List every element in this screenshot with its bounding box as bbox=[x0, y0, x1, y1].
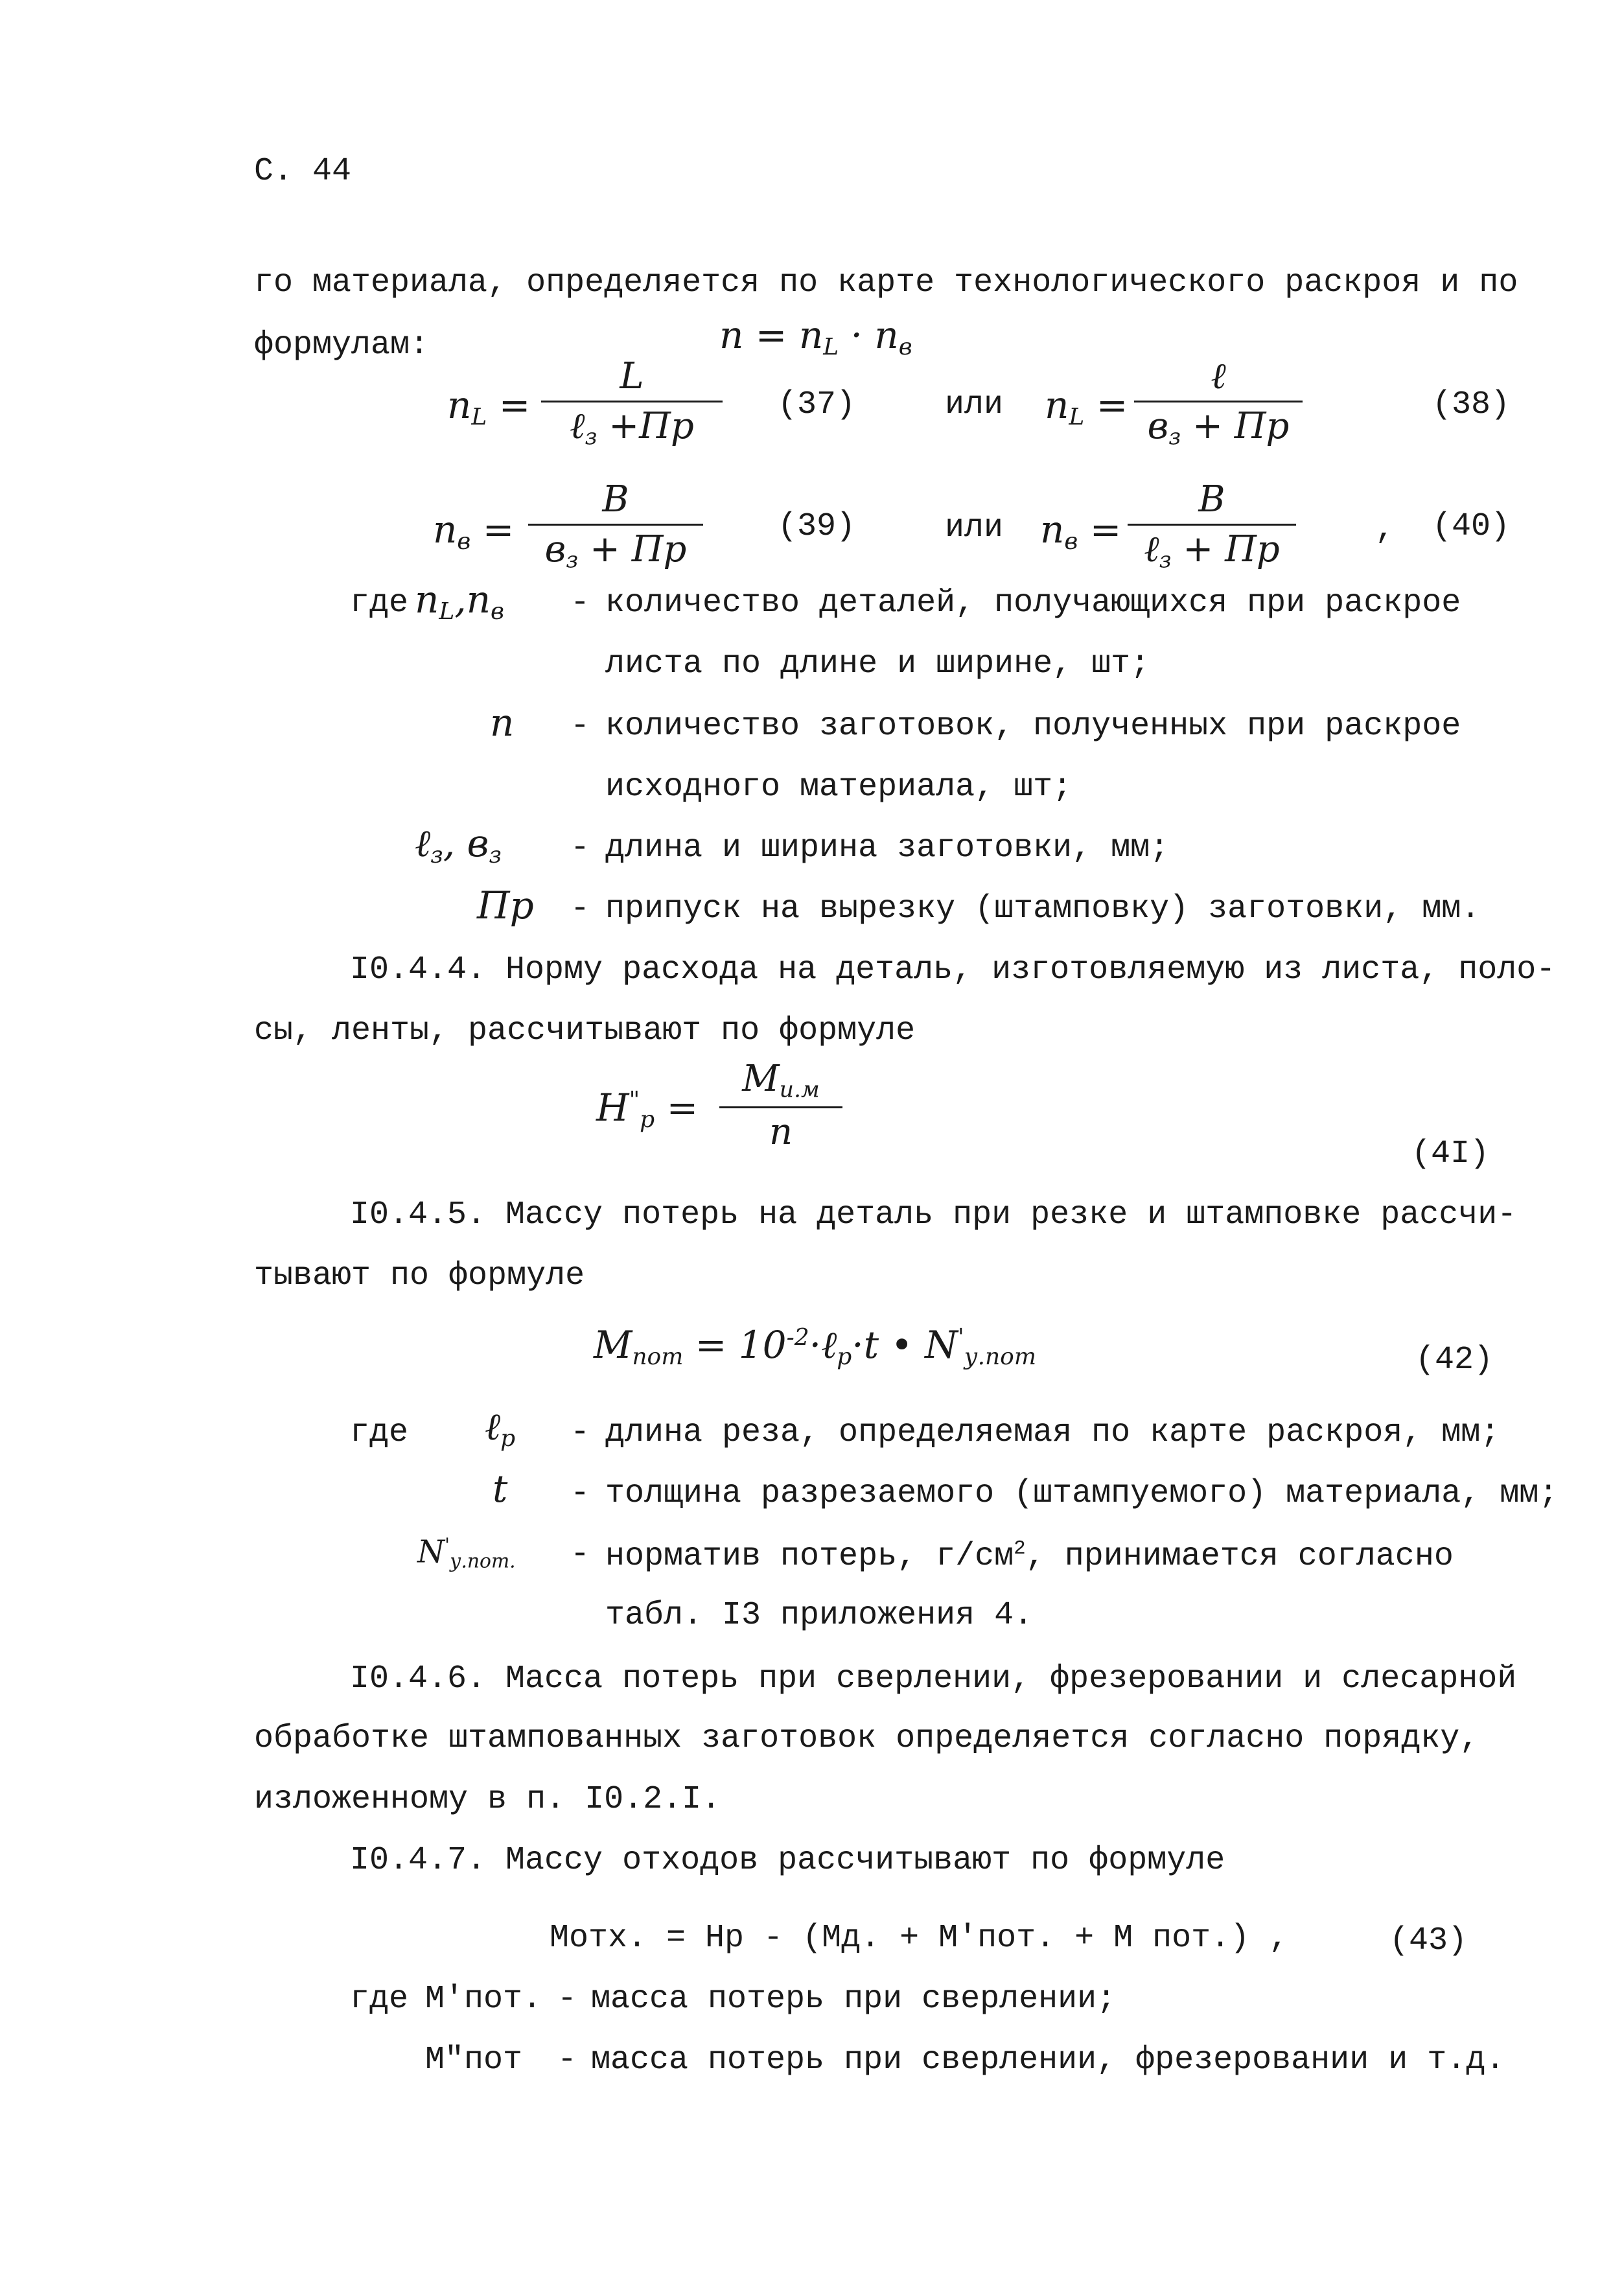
definition-line: исходного материала, шт; bbox=[605, 769, 1073, 806]
definition-line: табл. I3 приложения 4. bbox=[605, 1597, 1034, 1634]
or-label-1: или bbox=[945, 386, 1004, 423]
formula-38-number: (38) bbox=[1432, 386, 1511, 423]
formula-41-numerator: $М_{и.м}$ bbox=[742, 1058, 820, 1103]
paragraph-10-4-6-line-1: I0.4.6. Масса потерь при сверлении, фрезеровании и слесарной bbox=[350, 1661, 1517, 1697]
paragraph-10-4-5-line-1: I0.4.5. Массу потерь на деталь при резке и штамповке рассчи- bbox=[350, 1196, 1517, 1233]
dash: - bbox=[570, 891, 590, 927]
formula-38-lhs: $n_L$ = bbox=[1045, 383, 1128, 431]
dash: - bbox=[557, 2042, 577, 2079]
formula-40-fraction bbox=[1128, 480, 1296, 573]
definition-line: листа по длине и ширине, шт; bbox=[605, 646, 1150, 682]
formula-39-lhs: $n_в$ = bbox=[433, 507, 515, 555]
formula-40-denominator: ℓ$_з$ + Пр bbox=[1144, 528, 1280, 574]
paragraph-10-4-6-line-3: изложенному в п. I0.2.I. bbox=[254, 1781, 721, 1818]
symbol-lz-bz: ℓ$_з$, $в_з$ bbox=[415, 821, 502, 869]
formula-41-lhs: $Н^"_р$ = bbox=[596, 1086, 699, 1134]
dash: - bbox=[557, 1981, 577, 2018]
definition-line: количество деталей, получающихся при раскрое bbox=[605, 585, 1461, 622]
paragraph-10-4-4-line-2: сы, ленты, рассчитывают по формуле bbox=[254, 1012, 916, 1049]
where-label: где bbox=[350, 585, 409, 622]
formula-40-numerator: B bbox=[1198, 478, 1225, 520]
formula-38-denominator: $в_з$ + Пр bbox=[1147, 404, 1290, 450]
formula-41-number: (4I) bbox=[1411, 1136, 1490, 1172]
formula-38-fraction bbox=[1134, 356, 1303, 450]
fraction-bar bbox=[541, 401, 723, 402]
dash: - bbox=[570, 1475, 590, 1512]
dash: - bbox=[570, 1536, 590, 1573]
formula-38-numerator: ℓ bbox=[1211, 355, 1226, 397]
fraction-bar bbox=[719, 1106, 842, 1108]
formula-37-lhs: $n_L$ = bbox=[447, 383, 531, 431]
definition-line: толщина разрезаемого (штампуемого) материала, мм; bbox=[605, 1475, 1559, 1512]
formula-39-denominator: $в_з$ + Пр bbox=[544, 528, 687, 574]
dash: - bbox=[570, 830, 590, 867]
definition-line: припуск на вырезку (штамповку) заготовки, мм. bbox=[605, 891, 1481, 927]
fraction-bar bbox=[1128, 524, 1296, 526]
symbol-pr: Пр bbox=[477, 883, 534, 927]
formula-42: $М_{пот}$ = $10^{-2}\cdot\ell_р\cdot t$ • $N'_{у.пот}$ bbox=[594, 1323, 1036, 1371]
symbol-n-upot: $N'_{у.пот.}$ bbox=[417, 1533, 516, 1573]
symbol-nL-nB: $n_L,n_в$ bbox=[415, 577, 504, 625]
formula-37-number: (37) bbox=[778, 386, 856, 423]
where-label: где bbox=[350, 1981, 409, 2018]
symbol-lp: ℓ$_р$ bbox=[485, 1404, 516, 1452]
paragraph-10-4-7-line-1: I0.4.7. Массу отходов рассчитывают по формуле bbox=[350, 1842, 1225, 1879]
symbol-m-prime-pot: М'пот. bbox=[425, 1981, 542, 2018]
fraction-bar bbox=[1134, 401, 1303, 402]
formula-39-numerator: B bbox=[602, 478, 629, 520]
formula-40-number: (40) bbox=[1432, 508, 1511, 545]
intro-line-2: формулам: bbox=[254, 327, 430, 364]
definition-line: длина и ширина заготовки, мм; bbox=[605, 830, 1170, 867]
formula-37-denominator: ℓ$_з$ +Пр bbox=[570, 404, 694, 450]
formula-42-number: (42) bbox=[1415, 1342, 1494, 1379]
definition-line: масса потерь при сверлении; bbox=[591, 1981, 1117, 2018]
page-number: С. 44 bbox=[254, 153, 352, 190]
formula-40-lhs: $n_в$ = bbox=[1040, 507, 1122, 555]
formula-40-comma: , bbox=[1375, 511, 1395, 548]
formula-n: $n = n_L \cdot n_в$ bbox=[719, 313, 912, 361]
symbol-n: n bbox=[490, 701, 515, 745]
symbol-t: t bbox=[493, 1467, 508, 1511]
definition-line: количество заготовок, полученных при раскрое bbox=[605, 708, 1461, 745]
formula-43: Мотх. = Нр - (Мд. + М'пот. + М пот.) , bbox=[550, 1920, 1289, 1957]
definition-line: масса потерь при сверлении, фрезеровании и т.д. bbox=[591, 2042, 1505, 2079]
definition-line: норматив потерь, $г/см^2$, принимается согласно bbox=[605, 1537, 1454, 1576]
formula-43-number: (43) bbox=[1389, 1922, 1468, 1959]
dash: - bbox=[570, 585, 590, 622]
paragraph-10-4-6-line-2: обработке штампованных заготовок определяется согласно порядку, bbox=[254, 1720, 1479, 1757]
dash: - bbox=[570, 708, 590, 745]
formula-37-numerator: L bbox=[620, 355, 644, 397]
definition-line: длина реза, определяемая по карте раскроя, мм; bbox=[605, 1414, 1500, 1451]
formula-39-number: (39) bbox=[778, 508, 856, 545]
paragraph-10-4-5-line-2: тывают по формуле bbox=[254, 1257, 585, 1294]
dash: - bbox=[570, 1414, 590, 1451]
where-label: где bbox=[350, 1414, 409, 1451]
symbol-m-double-prime-pot: М"пот bbox=[425, 2042, 523, 2079]
intro-line-1: го материала, определяется по карте технологического раскроя и по bbox=[254, 264, 1518, 301]
fraction-bar bbox=[528, 524, 703, 526]
formula-39-fraction bbox=[528, 480, 703, 573]
or-label-2: или bbox=[945, 509, 1004, 546]
formula-37-fraction bbox=[541, 356, 723, 450]
formula-41-denominator: n bbox=[769, 1110, 793, 1153]
paragraph-10-4-4-line-1: I0.4.4. Норму расхода на деталь, изготовляемую из листа, поло- bbox=[350, 951, 1556, 988]
formula-41-fraction bbox=[719, 1059, 842, 1152]
